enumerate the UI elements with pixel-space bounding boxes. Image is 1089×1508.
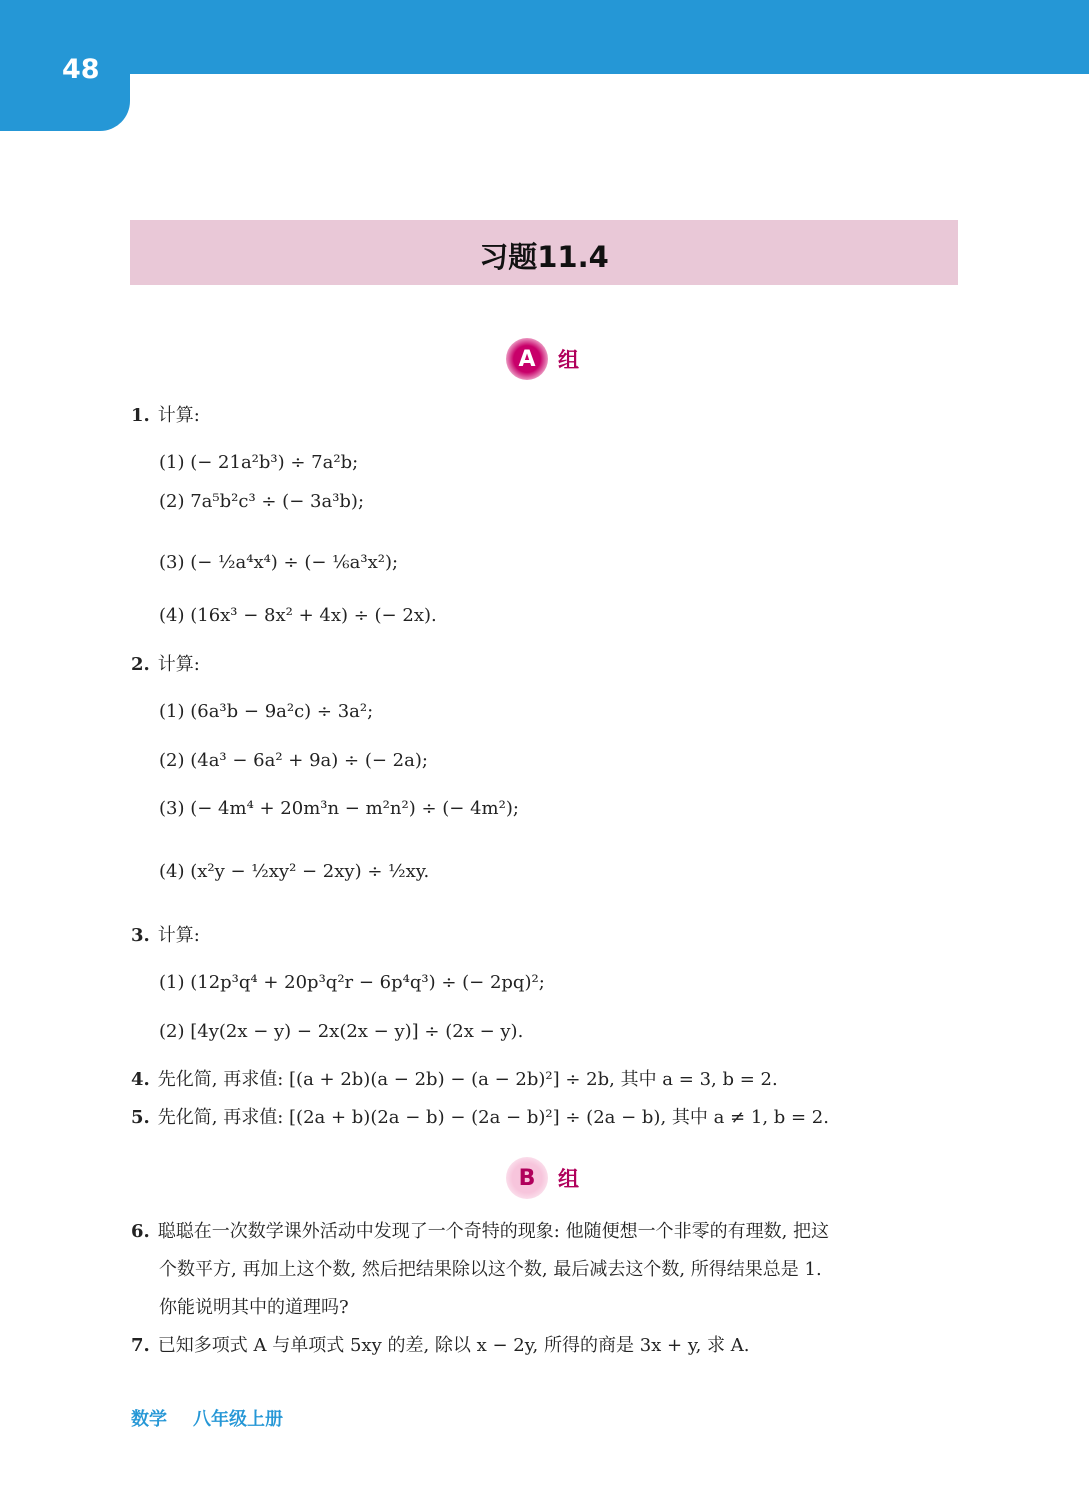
problem-6-line2: 个数平方, 再加上这个数, 然后把结果除以这个数, 最后减去这个数, 所得结果总是 1. — [159, 1259, 822, 1280]
problem-2-4: (4) (x²y − ½xy² − 2xy) ÷ ½xy. — [159, 861, 430, 882]
problem-text: 聪聪在一次数学课外活动中发现了一个奇特的现象: 他随便想一个非零的有理数, 把这 — [157, 1221, 830, 1242]
group-a-badge: A — [506, 338, 548, 380]
problem-2 — [131, 653, 200, 677]
problem-number: 4. — [131, 1069, 150, 1090]
problem-number: 3. — [131, 925, 150, 946]
problem-text: 已知多项式 A 与单项式 5xy 的差, 除以 x − 2y, 所得的商是 3x + y, 求 A. — [157, 1335, 750, 1356]
problem-number: 6. — [131, 1221, 150, 1242]
problem-6 — [131, 1220, 829, 1244]
problem-1-4: (4) (16x³ − 8x² + 4x) ÷ (− 2x). — [159, 605, 437, 626]
problem-text: 计算: — [157, 654, 200, 675]
footer — [131, 1405, 309, 1431]
problem-3 — [131, 924, 200, 948]
group-b-label: 组 — [558, 1167, 579, 1191]
problem-1-1: (1) (− 21a²b³) ÷ 7a²b; — [159, 452, 359, 473]
problem-text: 计算: — [157, 925, 200, 946]
group-b-heading — [506, 1156, 579, 1200]
problem-number: 2. — [131, 654, 150, 675]
page-number: 48 — [62, 54, 100, 85]
problem-number: 7. — [131, 1335, 150, 1356]
problem-1-2: (2) 7a⁵b²c³ ÷ (− 3a³b); — [159, 491, 365, 512]
problem-number: 1. — [131, 405, 150, 426]
problem-3-1: (1) (12p³q⁴ + 20p³q²r − 6p⁴q³) ÷ (− 2pq)²; — [159, 972, 545, 993]
footer-subject: 数学 — [131, 1409, 167, 1430]
group-a-label: 组 — [558, 348, 579, 372]
problem-4 — [131, 1068, 778, 1092]
problem-2-3: (3) (− 4m⁴ + 20m³n − m²n²) ÷ (− 4m²); — [159, 798, 519, 819]
problem-6-line3: 你能说明其中的道理吗? — [159, 1297, 349, 1318]
problem-text: 先化简, 再求值: [(a + 2b)(a − 2b) − (a − 2b)²] ÷ 2b, 其中 a = 3, b = 2. — [157, 1069, 778, 1090]
problem-2-2: (2) (4a³ − 6a² + 9a) ÷ (− 2a); — [159, 750, 428, 771]
problem-1 — [131, 404, 200, 428]
problem-5 — [131, 1106, 829, 1130]
problem-text: 先化简, 再求值: [(2a + b)(2a − b) − (2a − b)²] ÷ (2a − b), 其中 a ≠ 1, b = 2. — [157, 1107, 829, 1128]
exercise-title: 习题11.4 — [479, 240, 609, 274]
group-a-heading — [506, 337, 579, 381]
problem-number: 5. — [131, 1107, 150, 1128]
title-band — [130, 220, 958, 285]
problem-text: 计算: — [157, 405, 200, 426]
problem-7 — [131, 1334, 749, 1358]
footer-grade: 八年级上册 — [193, 1409, 283, 1430]
problem-2-1: (1) (6a³b − 9a²c) ÷ 3a²; — [159, 701, 374, 722]
group-b-badge: B — [506, 1157, 548, 1199]
problem-3-2: (2) [4y(2x − y) − 2x(2x − y)] ÷ (2x − y). — [159, 1021, 524, 1042]
problem-1-3: (3) (− ½a⁴x⁴) ÷ (− ⅙a³x²); — [159, 552, 399, 573]
header-bar — [0, 0, 1089, 74]
